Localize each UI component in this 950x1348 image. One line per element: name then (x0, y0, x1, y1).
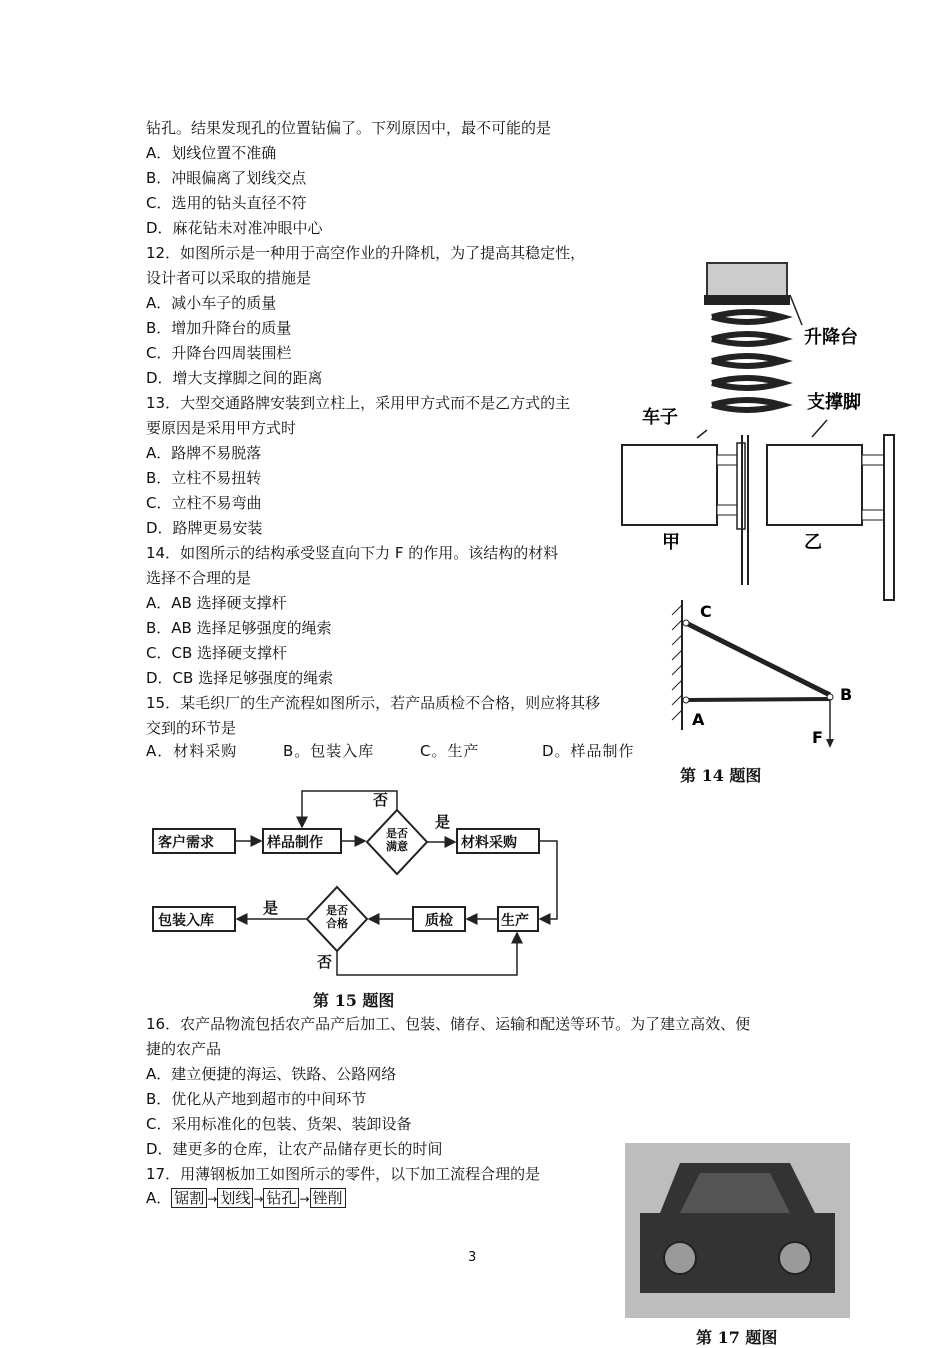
text-line: 12．如图所示是一种用于高空作业的升降机，为了提高其稳定性， (146, 244, 586, 262)
text-line: A．划线位置不准确 (146, 144, 277, 162)
steel-part-illustration (625, 1143, 850, 1318)
lift-platform-label: 升降台 (804, 327, 858, 348)
figure-17-caption: 第 17 题图 (696, 1328, 778, 1347)
q15-option-c: C。生产 (420, 742, 480, 760)
arrow-icon: → (253, 1191, 264, 1206)
page-number: 3 (468, 1250, 477, 1265)
text-line: B．增加升降台的质量 (146, 319, 292, 337)
text-line: 13．大型交通路牌安装到立柱上，采用甲方式而不是乙方式的主 (146, 394, 571, 412)
text-line: 选择不合理的是 (146, 569, 252, 587)
text-line: C．选用的钻头直径不符 (146, 194, 307, 212)
part-photo-figure (625, 1143, 850, 1318)
text-line: 15．某毛织厂的生产流程如图所示，若产品质检不合格，则应将其移 (146, 694, 601, 712)
text-line: B．优化从产地到超市的中间环节 (146, 1090, 367, 1108)
q17-option-a (146, 1188, 346, 1209)
arrow-icon: → (207, 1191, 218, 1206)
text-line: C．立柱不易弯曲 (146, 494, 262, 512)
text-line: C．CB 选择硬支撑杆 (146, 644, 288, 662)
figure-14-caption: 第 14 题图 (680, 766, 762, 785)
no-label-bottom: 否 (317, 953, 333, 971)
node-pack-label: 包装入库 (158, 913, 214, 929)
text-line: A．减小车子的质量 (146, 294, 277, 312)
text-line: 14．如图所示的结构承受竖直向下力 F 的作用。该结构的材料 (146, 544, 559, 562)
text-line: 捷的农产品 (146, 1040, 222, 1058)
node-purchase-label: 材料采购 (461, 835, 517, 851)
text-line: D．路牌更易安装 (146, 519, 263, 537)
sign-jia-label: 甲 (662, 532, 680, 553)
text-line: 设计者可以采取的措施是 (146, 269, 312, 287)
figure-15-caption: 第 15 题图 (313, 991, 395, 1010)
text-line: D．麻花钻未对准冲眼中心 (146, 219, 323, 237)
sign-jia-illustration (622, 435, 748, 585)
lift-and-sign-figure (612, 255, 912, 605)
text-line: D．CB 选择足够强度的绳索 (146, 669, 334, 687)
text-line: A．AB 选择硬支撑杆 (146, 594, 287, 612)
text-line: C．升降台四周装围栏 (146, 344, 292, 362)
step-saw: 锯割 (171, 1188, 207, 1208)
truss-figure (660, 595, 860, 785)
yes-label-top: 是 (435, 813, 451, 831)
node-c-label: C (700, 602, 712, 621)
sign-yi-label: 乙 (804, 532, 822, 553)
yes-label-bottom: 是 (263, 899, 279, 917)
text-line: A．建立便捷的海运、铁路、公路网络 (146, 1065, 397, 1083)
node-customer-label: 客户需求 (158, 835, 214, 851)
lift-leg-label: 支撑脚 (807, 392, 861, 413)
q15-options (146, 740, 635, 761)
q15-option-b: B。包装入库 (283, 742, 375, 760)
no-label-top: 否 (373, 791, 389, 809)
node-qc-label: 质检 (425, 913, 453, 929)
text-line: C．采用标准化的包装、货架、装卸设备 (146, 1115, 412, 1133)
flowchart-figure (145, 785, 575, 985)
node-satisfied-label: 是否满意 (386, 827, 408, 853)
lift-car-label: 车子 (642, 407, 678, 428)
text-line: A．路牌不易脱落 (146, 444, 262, 462)
node-a-label: A (692, 710, 705, 729)
text-line: B．AB 选择足够强度的绳索 (146, 619, 332, 637)
sign-yi-illustration (767, 435, 894, 600)
step-drill: 钻孔 (263, 1188, 299, 1208)
text-line: B．立柱不易扭转 (146, 469, 262, 487)
node-sample-label: 样品制作 (267, 835, 323, 851)
step-mark: 划线 (217, 1188, 253, 1208)
text-line: 17．用薄钢板加工如图所示的零件，以下加工流程合理的是 (146, 1165, 541, 1183)
text-line: D．增大支撑脚之间的距离 (146, 369, 323, 387)
text-line: B．冲眼偏离了划线交点 (146, 169, 307, 187)
text-line: 交到的环节是 (146, 719, 237, 737)
node-b-label: B (840, 685, 853, 704)
node-qualified-label: 是否合格 (326, 904, 348, 930)
q17-option-label: A． (146, 1189, 172, 1207)
node-produce-label: 生产 (501, 913, 529, 929)
text-line: D．建更多的仓库，让农产品储存更长的时间 (146, 1140, 443, 1158)
step-file: 锉削 (310, 1188, 346, 1208)
arrow-icon: → (299, 1191, 310, 1206)
text-line: 16．农产品物流包括农产品产后加工、包装、储存、运输和配送等环节。为了建立高效、便 (146, 1015, 751, 1033)
q15-option-a: A．材料采购 (146, 742, 238, 760)
q15-option-d: D。样品制作 (542, 742, 635, 760)
text-line: 要原因是采用甲方式时 (146, 419, 297, 437)
text-line: 钻孔。结果发现孔的位置钻偏了。下列原因中，最不可能的是 (146, 119, 552, 137)
force-f-label: F (812, 728, 823, 747)
